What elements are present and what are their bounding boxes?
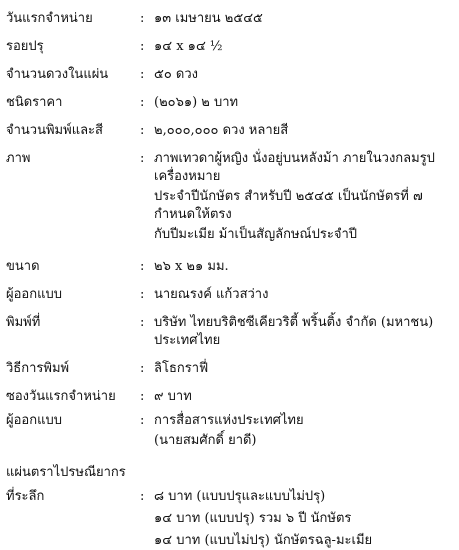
row-label: รอยปรุ [6, 39, 44, 54]
souvenir-line: ๑๔ บาท (แบบไม่ปรุ) นักษัตรฉลู-มะเมีย [154, 533, 373, 548]
info-row-image-description [6, 150, 455, 244]
row-colon: : [140, 287, 145, 302]
row-colon: : [140, 67, 145, 82]
row-label: ขนาด [6, 259, 40, 274]
row-value: ๕๐ ดวง [154, 67, 198, 82]
row-value [154, 412, 455, 450]
row-value: นายณรงค์ แก้วสว่าง [154, 287, 269, 302]
info-row-fdc-designer [6, 412, 455, 450]
info-row-stamps-per-sheet [6, 66, 455, 84]
row-colon: : [140, 315, 145, 330]
row-label: ภาพ [6, 151, 31, 166]
row-colon: : [140, 259, 145, 274]
row-value: (๒๐๖๑) ๒ บาท [154, 95, 239, 110]
row-label: จำนวนดวงในแผ่น [6, 67, 109, 82]
row-colon: : [140, 39, 145, 54]
row-label: พิมพ์ที่ [6, 315, 41, 330]
row-colon: : [140, 123, 145, 138]
row-value: ๙ บาท [154, 389, 192, 404]
designer-line: (นายสมศักดิ์ ยาดี) [154, 433, 257, 448]
description-line: ประจำปีนักษัตร สำหรับปี ๒๕๔๕ เป็นนักษัตรที่ ๗ กำหนดให้ตรง [154, 189, 423, 222]
row-colon: : [140, 11, 145, 26]
info-row-print-method [6, 360, 455, 378]
info-row-denomination [6, 94, 455, 112]
souvenir-line: ๑๔ บาท (แบบปรุ) รวม ๖ ปี นักษัตร [154, 511, 352, 526]
row-colon: : [140, 361, 145, 376]
info-row-print-quantity [6, 122, 455, 140]
designer-line: การสื่อสารแห่งประเทศไทย [154, 413, 304, 428]
row-colon: : [140, 151, 145, 166]
info-row-release-date [6, 10, 455, 28]
souvenir-line: ๘ บาท (แบบปรุและแบบไม่ปรุ) [154, 489, 326, 504]
row-value [154, 150, 455, 244]
row-value [154, 488, 455, 550]
row-colon: : [140, 389, 145, 404]
row-value: ๒,๐๐๐,๐๐๐ ดวง หลายสี [154, 123, 289, 138]
row-label: ผู้ออกแบบ [6, 413, 62, 428]
row-value: ลิโธกราฟี่ [154, 361, 209, 376]
info-row-perforation [6, 38, 455, 56]
info-row-souvenir-sheet [6, 488, 455, 550]
row-colon: : [140, 489, 145, 504]
row-label: วันแรกจำหน่าย [6, 11, 93, 26]
row-value: ๑๔ x ๑๔ ½ [154, 39, 223, 54]
info-row-size [6, 258, 455, 276]
row-colon: : [140, 95, 145, 110]
row-label: ที่ระลึก [6, 489, 45, 504]
row-label: ผู้ออกแบบ [6, 287, 62, 302]
row-value: บริษัท ไทยบริติชซีเคียวริตี้ พริ้นติ้ง จำกัด (มหาชน) ประเทศไทย [154, 315, 434, 348]
row-label: ซองวันแรกจำหน่าย [6, 389, 116, 404]
description-line: กับปีมะเมีย ม้าเป็นสัญลักษณ์ประจำปี [154, 227, 358, 242]
row-value: ๑๓ เมษายน ๒๕๔๕ [154, 11, 263, 26]
row-label: ชนิดราคา [6, 95, 63, 110]
row-colon: : [140, 413, 145, 428]
souvenir-sheet-heading: แผ่นตราไปรษณียากร [6, 465, 126, 480]
info-row-printer [6, 314, 455, 350]
info-row-designer [6, 286, 455, 304]
description-line: ภาพเทวดาผู้หญิง นั่งอยู่บนหลังม้า ภายในวงกลมรูปเครื่องหมาย [154, 151, 435, 184]
row-label: จำนวนพิมพ์และสี [6, 123, 103, 138]
info-row-fdc-envelope [6, 388, 455, 406]
row-value: ๒๖ x ๒๑ มม. [154, 259, 229, 274]
row-label: วิธีการพิมพ์ [6, 361, 70, 376]
